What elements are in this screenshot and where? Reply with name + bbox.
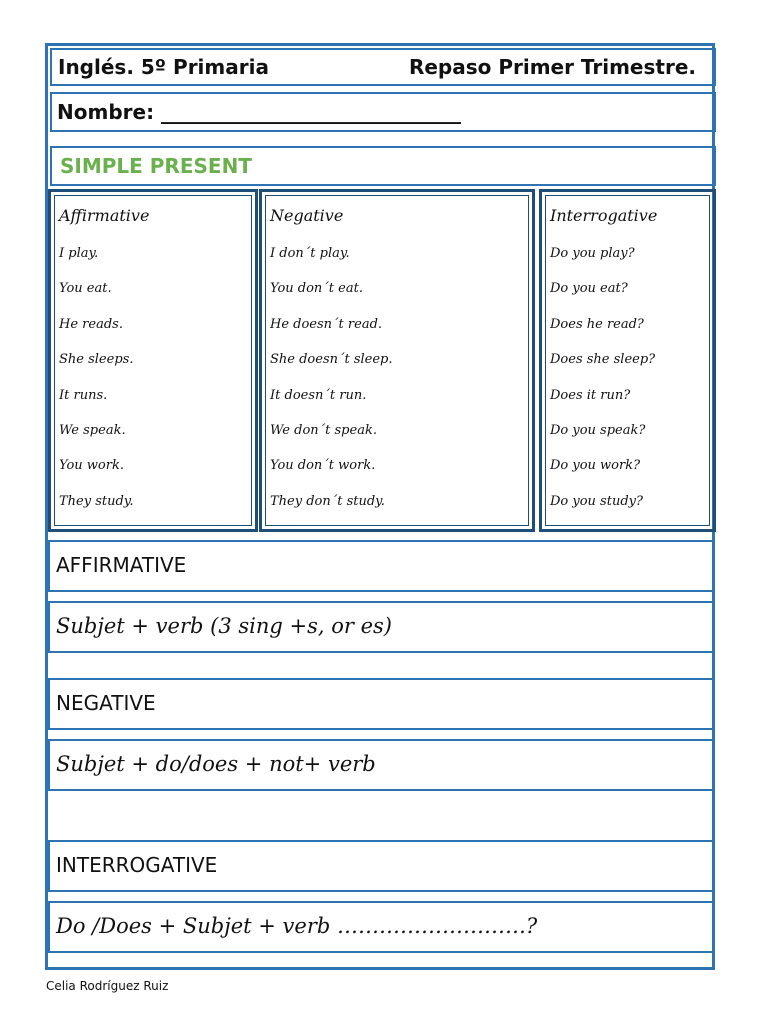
subject-title: Inglés. 5º Primaria [58, 55, 269, 79]
list-item: Do you study? [550, 493, 643, 509]
list-item: It doesn´t run. [270, 387, 367, 403]
header-box [50, 48, 716, 86]
interrogative-rule: Do /Does + Subjet + verb ………………………? [56, 914, 538, 938]
list-item: Does she sleep? [550, 352, 656, 368]
list-item: You eat. [59, 281, 112, 297]
list-item: She doesn´t sleep. [270, 352, 393, 368]
affirmative-label: AFFIRMATIVE [56, 553, 187, 577]
affirmative-label-box [48, 540, 714, 592]
section-title: SIMPLE PRESENT [60, 154, 252, 178]
list-item: Do you play? [550, 246, 635, 261]
list-item: We don´t speak. [270, 422, 377, 438]
list-item: Does it run? [550, 387, 631, 403]
affirmative-column [48, 189, 258, 532]
name-box[interactable] [50, 92, 716, 132]
negative-rule-box [48, 739, 714, 791]
negative-label: NEGATIVE [56, 691, 156, 715]
list-item: They study. [59, 493, 134, 509]
negative-label-box [48, 678, 714, 730]
list-item: You work. [59, 458, 124, 474]
interrogative-label-box [48, 840, 714, 892]
list-item: They don´t study. [270, 493, 385, 509]
affirmative-rule-box [48, 601, 714, 653]
column-title: Interrogative [550, 206, 658, 225]
negative-column [259, 189, 535, 532]
column-title: Affirmative [59, 206, 150, 225]
affirmative-rule: Subjet + verb (3 sing +s, or es) [56, 614, 392, 638]
author-credit: Celia Rodríguez Ruiz [46, 979, 169, 993]
list-item: It runs. [59, 387, 108, 403]
interrogative-column [539, 189, 716, 532]
section-title-box [50, 146, 716, 186]
list-item: You don´t work. [270, 458, 376, 474]
review-title: Repaso Primer Trimestre. [408, 55, 696, 79]
list-item: Do you eat? [550, 281, 628, 297]
name-field[interactable]: Nombre: ______________________________ [57, 100, 462, 124]
interrogative-rule-box [48, 901, 714, 953]
interrogative-label: INTERROGATIVE [56, 853, 218, 877]
list-item: She sleeps. [59, 352, 134, 368]
column-title: Negative [270, 206, 344, 225]
list-item: He doesn´t read. [270, 316, 383, 332]
negative-rule: Subjet + do/does + not+ verb [56, 752, 376, 776]
list-item: Do you work? [550, 458, 641, 474]
list-item: We speak. [59, 422, 126, 438]
list-item: I don´t play. [270, 246, 350, 261]
list-item: Does he read? [550, 316, 644, 332]
list-item: He reads. [59, 316, 123, 332]
list-item: Do you speak? [550, 422, 646, 438]
list-item: You don´t eat. [270, 281, 363, 297]
list-item: I play. [59, 246, 99, 261]
